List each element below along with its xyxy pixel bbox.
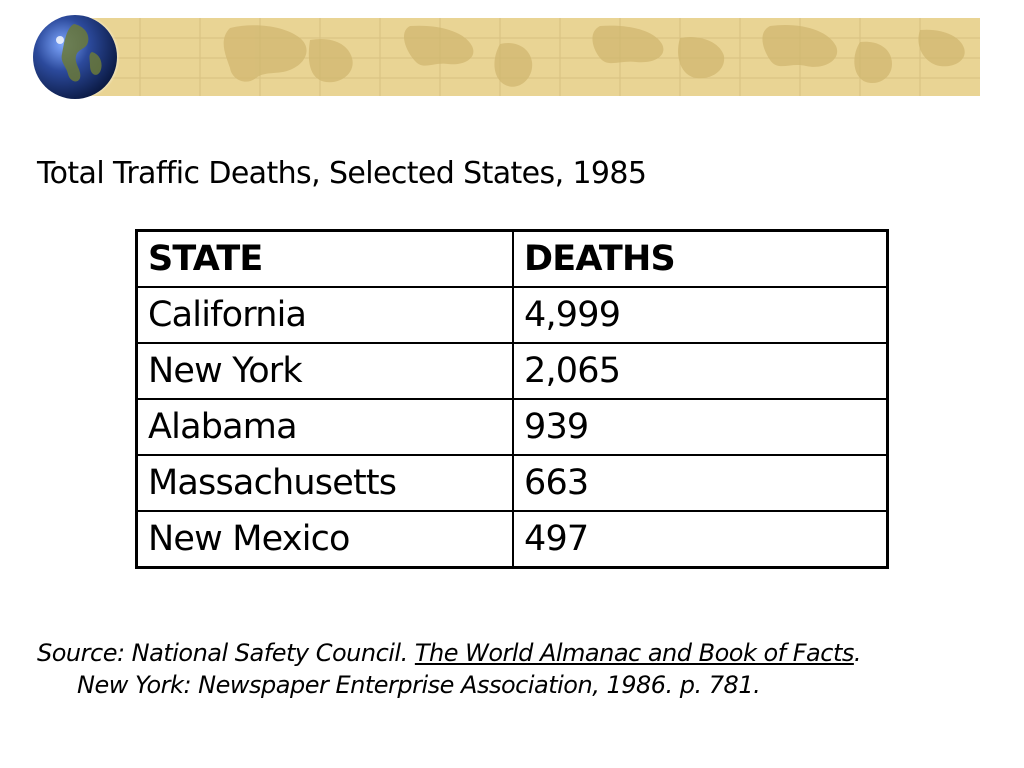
table-row [137, 511, 888, 568]
deaths-cell: 939 [513, 399, 888, 455]
globe-icon [30, 12, 120, 102]
deaths-cell: 663 [513, 455, 888, 511]
table-header-row [137, 231, 888, 288]
deaths-cell: 2,065 [513, 343, 888, 399]
header-state: STATE [137, 231, 514, 288]
table-row [137, 399, 888, 455]
source-period: . [853, 639, 862, 667]
state-cell: Alabama [137, 399, 514, 455]
table-row [137, 455, 888, 511]
source-citation [37, 637, 997, 701]
table-row [137, 343, 888, 399]
world-map-icon [80, 18, 980, 96]
traffic-deaths-table [135, 229, 889, 569]
source-prefix: Source: National Safety Council. [37, 639, 415, 667]
deaths-cell: 497 [513, 511, 888, 568]
state-cell: New York [137, 343, 514, 399]
state-cell: Massachusetts [137, 455, 514, 511]
state-cell: California [137, 287, 514, 343]
slide-title: Total Traffic Deaths, Selected States, 1985 [37, 156, 647, 191]
state-cell: New Mexico [137, 511, 514, 568]
header-banner [0, 0, 1024, 110]
header-deaths: DEATHS [513, 231, 888, 288]
book-title: The World Almanac and Book of Facts [414, 639, 854, 667]
table-row [137, 287, 888, 343]
source-line-2: New York: Newspaper Enterprise Association, 1986. p. 781. [77, 671, 761, 699]
deaths-cell: 4,999 [513, 287, 888, 343]
